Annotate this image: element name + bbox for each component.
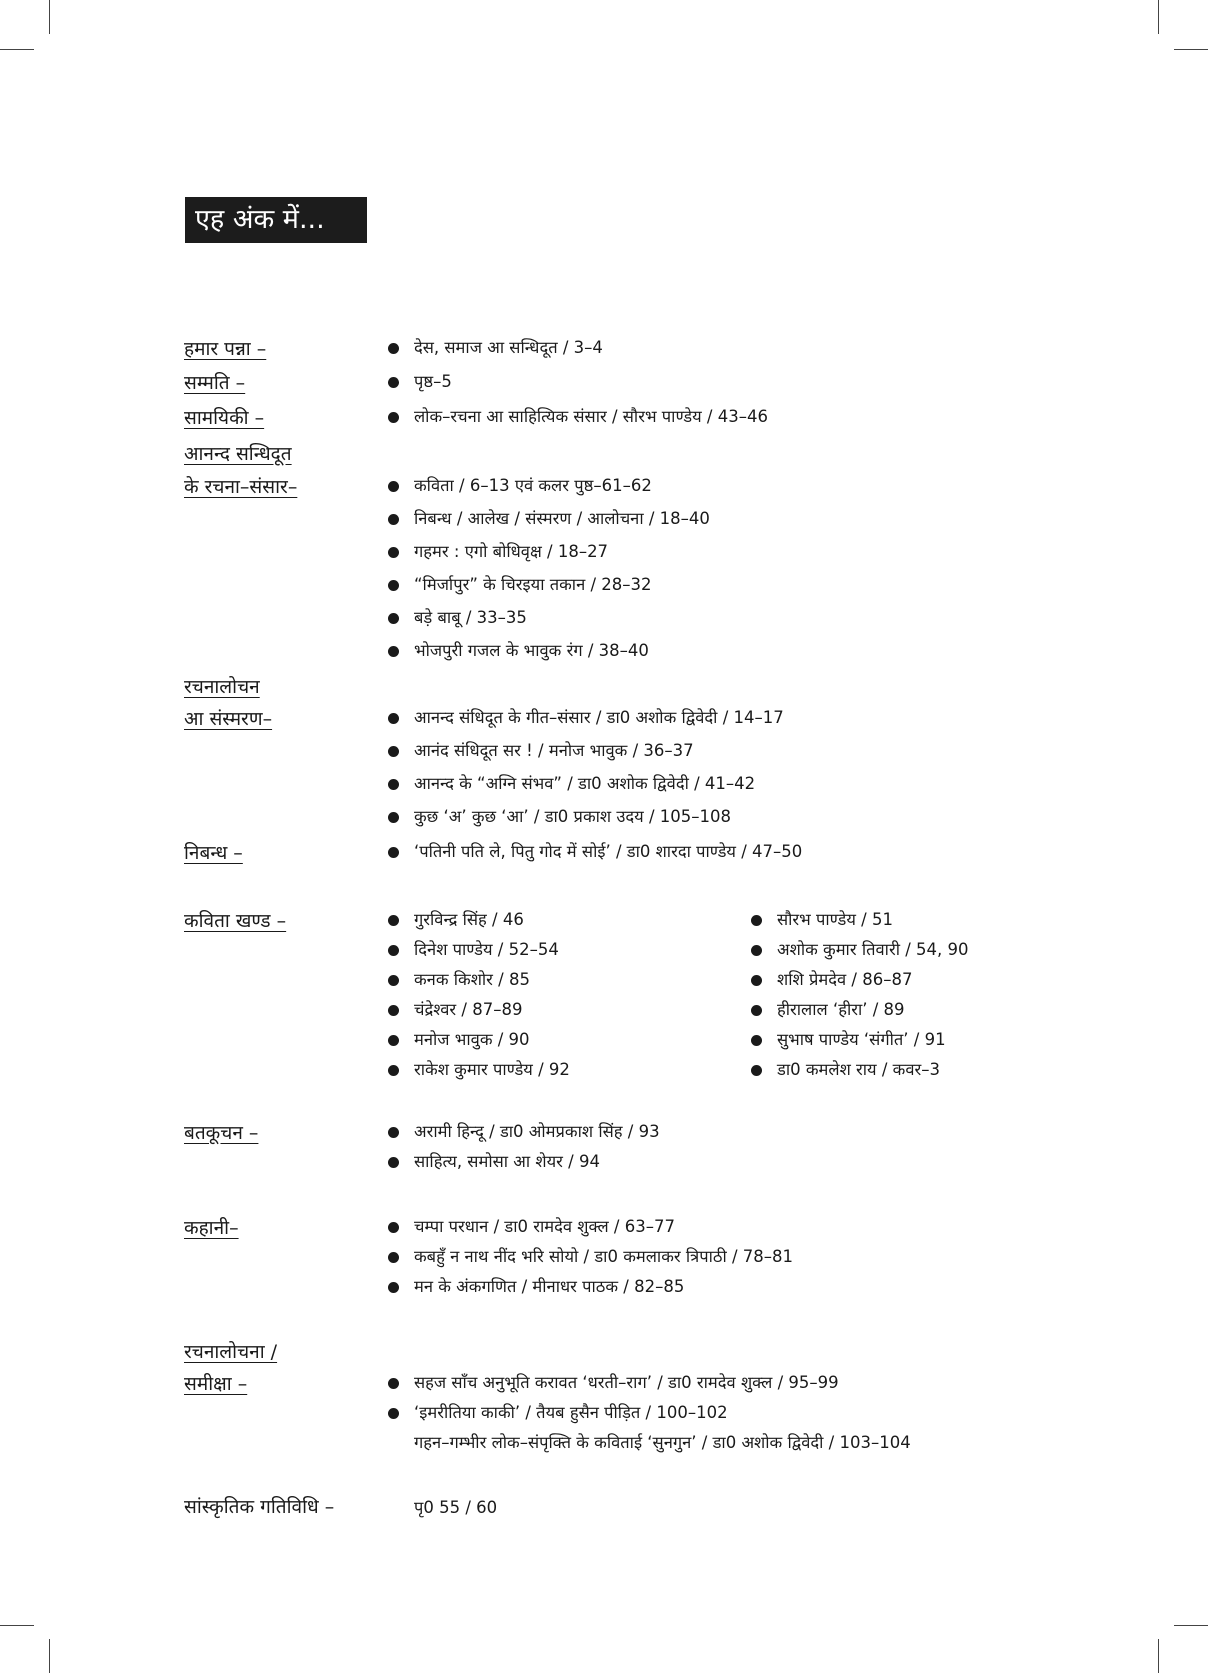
bullet-icon [388, 613, 399, 624]
list-item: अरामी हिन्दू / डा0 ओमप्रकाश सिंह / 93 [414, 1122, 660, 1141]
bullet-icon [388, 481, 399, 492]
list-item: आनन्द संधिदूत के गीत–संसार / डा0 अशोक द्विवेदी / 14–17 [414, 708, 784, 727]
crop-mark [1158, 0, 1159, 34]
section-label: सामयिकी – [184, 407, 265, 429]
list-item: अशोक कुमार तिवारी / 54, 90 [777, 940, 969, 959]
list-item: कविता / 6–13 एवं कलर पुष्ठ–61–62 [414, 476, 652, 495]
bullet-icon [751, 975, 762, 986]
list-item: लोक–रचना आ साहित्यिक संसार / सौरभ पाण्डेय / 43–46 [414, 407, 768, 426]
section-label: सम्मति – [184, 372, 246, 394]
bullet-icon [388, 1222, 399, 1233]
bullet-icon [388, 812, 399, 823]
bullet-icon [388, 1005, 399, 1016]
list-item: निबन्ध / आलेख / संस्मरण / आलोचना / 18–40 [414, 509, 710, 528]
bullet-icon [388, 343, 399, 354]
crop-mark [1174, 49, 1208, 50]
section-label: आ संस्मरण– [184, 708, 273, 730]
bullet-icon [388, 1252, 399, 1263]
list-item: सौरभ पाण्डेय / 51 [777, 910, 893, 929]
bullet-icon [388, 580, 399, 591]
list-item: शशि प्रेमदेव / 86–87 [777, 970, 913, 989]
list-item: कुछ ‘अ’ कुछ ‘आ’ / डा0 प्रकाश उदय / 105–108 [414, 807, 732, 826]
bullet-icon [388, 377, 399, 388]
bullet-icon [388, 1035, 399, 1046]
list-item: पृ0 55 / 60 [414, 1498, 498, 1517]
list-item: ‘इमरीतिया काकी’ / तैयब हुसैन पीड़ित / 100–102 [414, 1403, 728, 1422]
section-label: रचनालोचना / [184, 1341, 278, 1363]
crop-mark [49, 1639, 50, 1673]
list-item: कनक किशोर / 85 [414, 970, 530, 989]
bullet-icon [388, 412, 399, 423]
section-label: आनन्द सन्धिदूत [184, 443, 292, 465]
list-item: डा0 कमलेश राय / कवर–3 [777, 1060, 941, 1079]
list-item: चम्पा परधान / डा0 रामदेव शुक्ल / 63–77 [414, 1217, 675, 1236]
bullet-icon [388, 1065, 399, 1076]
list-item: बड़े बाबू / 33–35 [414, 608, 527, 627]
crop-mark [0, 1625, 34, 1626]
section-label: हमार पन्ना – [184, 338, 267, 360]
section-label: सांस्कृतिक गतिविधि – [184, 1496, 335, 1518]
list-item: राकेश कुमार पाण्डेय / 92 [414, 1060, 570, 1079]
bullet-icon [751, 1035, 762, 1046]
bullet-icon [388, 847, 399, 858]
bullet-icon [751, 1065, 762, 1076]
page-title: एह अंक में... [185, 197, 367, 243]
list-item: ‘पतिनी पति ले, पितु गोद में सोई’ / डा0 शारदा पाण्डेय / 47–50 [414, 842, 803, 861]
bullet-icon [751, 915, 762, 926]
bullet-icon [388, 945, 399, 956]
bullet-icon [388, 1157, 399, 1168]
bullet-icon [388, 1282, 399, 1293]
section-label: के रचना–संसार– [184, 476, 298, 498]
bullet-icon [388, 779, 399, 790]
bullet-icon [388, 915, 399, 926]
list-item: हीरालाल ‘हीरा’ / 89 [777, 1000, 905, 1019]
bullet-icon [388, 975, 399, 986]
list-item: “मिर्जापुर” के चिरइया तकान / 28–32 [414, 575, 652, 594]
list-item: गहन–गम्भीर लोक–संपृक्ति के कविताई ‘सुनगुन’ / डा0 अशोक द्विवेदी / 103–104 [414, 1433, 911, 1452]
list-item: भोजपुरी गजल के भावुक रंग / 38–40 [414, 641, 649, 660]
bullet-icon [751, 945, 762, 956]
bullet-icon [388, 514, 399, 525]
bullet-icon [388, 746, 399, 757]
section-label: रचनालोचन [184, 676, 260, 698]
list-item: मन के अंकगणित / मीनाधर पाठक / 82–85 [414, 1277, 685, 1296]
list-item: दिनेश पाण्डेय / 52–54 [414, 940, 559, 959]
list-item: गुरविन्द्र सिंह / 46 [414, 910, 524, 929]
list-item: पृष्ठ–5 [414, 372, 452, 391]
list-item: साहित्य, समोसा आ शेयर / 94 [414, 1152, 600, 1171]
section-label: समीक्षा – [184, 1373, 248, 1395]
list-item: गहमर : एगो बोधिवृक्ष / 18–27 [414, 542, 609, 561]
list-item: सहज साँच अनुभूति करावत ‘धरती–राग’ / डा0 रामदेव शुक्ल / 95–99 [414, 1373, 839, 1392]
list-item: मनोज भावुक / 90 [414, 1030, 530, 1049]
bullet-icon [751, 1005, 762, 1016]
crop-mark [49, 0, 50, 34]
bullet-icon [388, 646, 399, 657]
list-item: कबहुँ न नाथ नींद भरि सोयो / डा0 कमलाकर त्रिपाठी / 78–81 [414, 1247, 794, 1266]
list-item: आनन्द के “अग्नि संभव” / डा0 अशोक द्विवेदी / 41–42 [414, 774, 756, 793]
crop-mark [0, 49, 34, 50]
bullet-icon [388, 1127, 399, 1138]
list-item: सुभाष पाण्डेय ‘संगीत’ / 91 [777, 1030, 946, 1049]
crop-mark [1174, 1625, 1208, 1626]
list-item: आनंद संधिदूत सर ! / मनोज भावुक / 36–37 [414, 741, 694, 760]
section-label: निबन्ध – [184, 842, 243, 864]
bullet-icon [388, 713, 399, 724]
section-label: कहानी– [184, 1217, 239, 1239]
section-label: बतकूचन – [184, 1122, 259, 1144]
crop-mark [1158, 1639, 1159, 1673]
bullet-icon [388, 1378, 399, 1389]
list-item: चंद्रेश्वर / 87–89 [414, 1000, 523, 1019]
bullet-icon [388, 547, 399, 558]
list-item: देस, समाज आ सन्धिदूत / 3–4 [414, 338, 603, 357]
section-label: कविता खण्ड – [184, 910, 287, 932]
bullet-icon [388, 1408, 399, 1419]
